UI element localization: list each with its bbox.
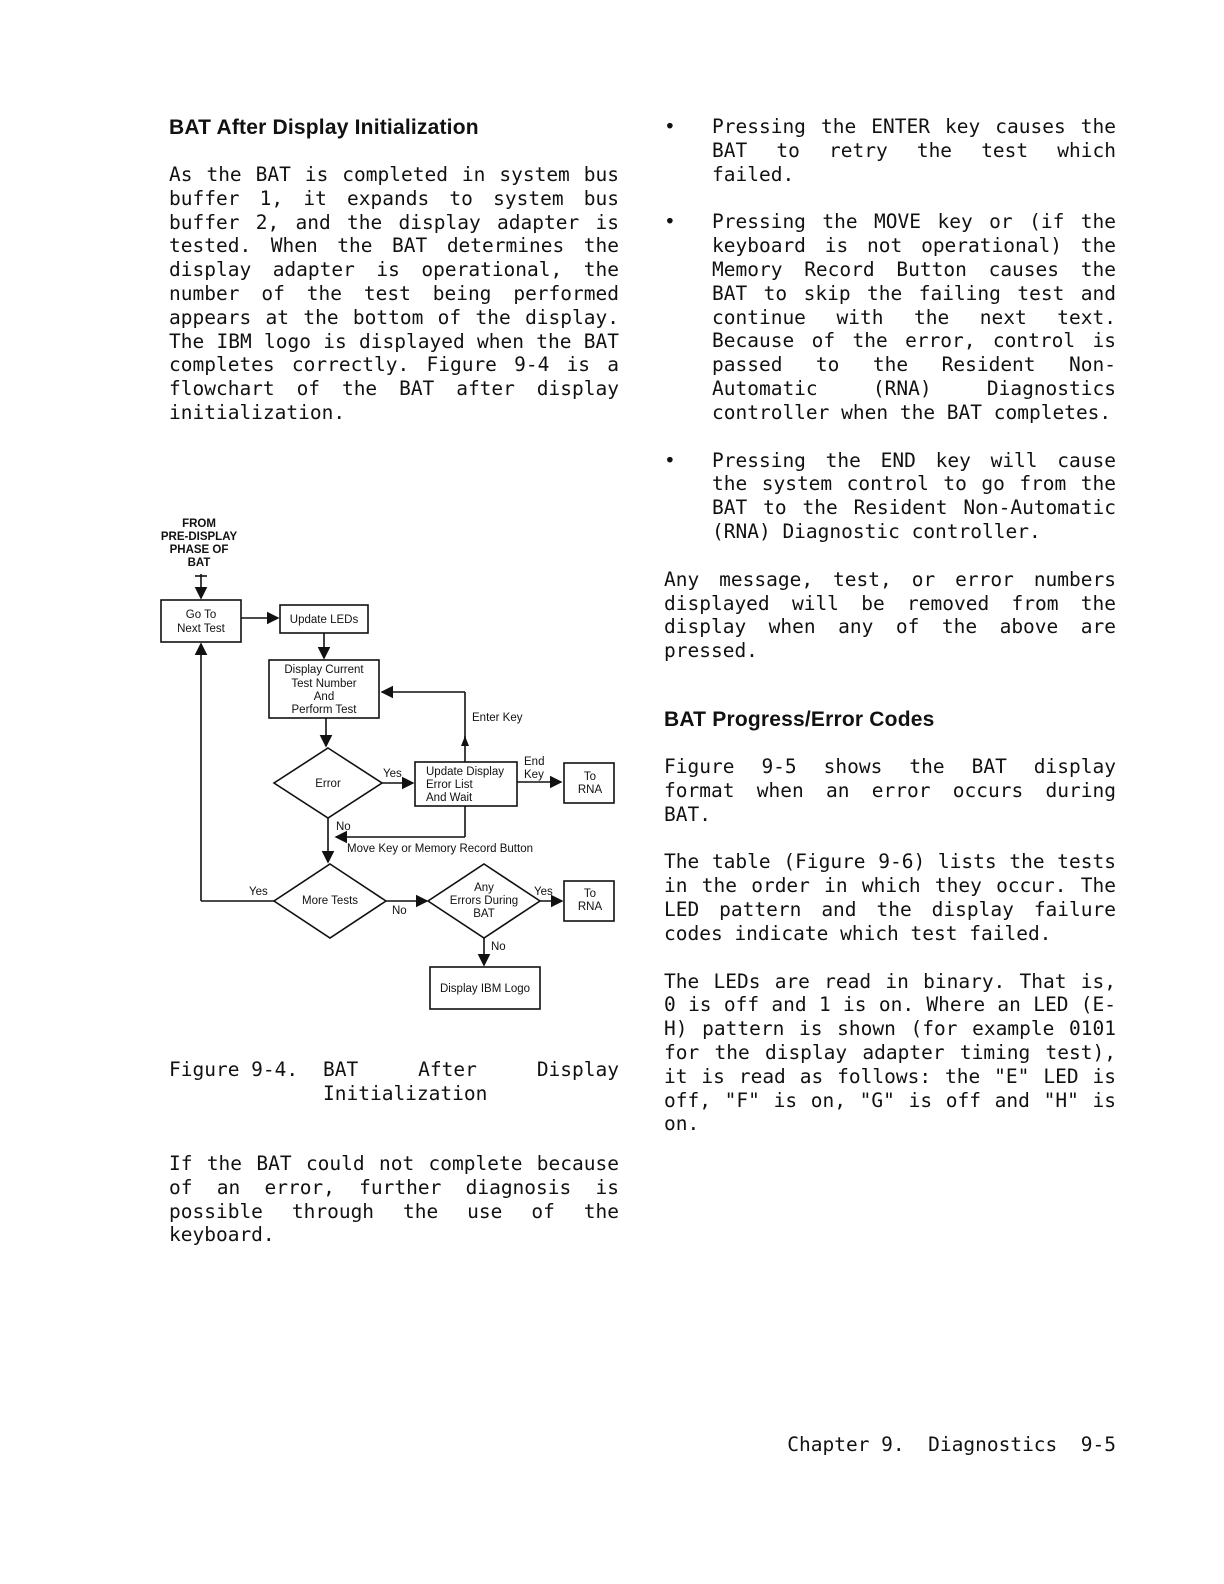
diagnosis-paragraph: If the BAT could not complete because of an error, further diagnosis is possible through the use of the keyboard. xyxy=(169,1152,619,1247)
yes-label-2: Yes xyxy=(249,886,268,898)
diagnosis-paragraph-block xyxy=(169,1152,619,1247)
display-label-4: Perform Test xyxy=(291,704,357,716)
any-errors-label-3: BAT xyxy=(473,908,495,920)
update-display-label-2: Error List xyxy=(426,779,473,791)
to-rna-label-1b: RNA xyxy=(577,784,603,796)
display-ibm-logo-label: Display IBM Logo xyxy=(439,983,531,995)
display-label-1: Display Current xyxy=(284,664,364,676)
bullet-move-key xyxy=(664,210,1116,424)
bullet-dot: • xyxy=(664,210,676,234)
more-tests-label: More Tests xyxy=(301,895,359,907)
yes-label-1: Yes xyxy=(383,768,402,780)
caption-word-display: Display xyxy=(536,1058,619,1081)
update-leds-label: Update LEDs xyxy=(289,614,359,626)
to-rna-label-2a: To xyxy=(583,888,597,900)
from-label-3: PHASE OF xyxy=(169,544,229,556)
update-display-label-3: And Wait xyxy=(426,792,473,804)
end-key-label-1: End xyxy=(524,756,545,768)
caption-word-after: After xyxy=(418,1058,477,1081)
from-label-2: PRE-DISPLAY xyxy=(160,531,238,543)
move-key-label: Move Key or Memory Record Button xyxy=(347,843,533,855)
leds-binary-paragraph: The LEDs are read in binary. That is, 0 is off and 1 is on. Where an LED (E-H) pattern is shown (for example 0101 for the display adapter timing test), it is read as follows: the "E" LED is off, "F" is on, "G" is off and "H" is on. xyxy=(664,969,1116,1136)
bullet-end-key xyxy=(664,449,1116,544)
intro-paragraph: As the BAT is completed in system bus buffer 1, it expands to system bus buffer 2, and the display adapter is tested. When the BAT determines the display adapter is operational, the number of the test being performed appears at the bottom of the display. The IBM logo is displayed when the BAT completes correctly. Figure 9-4 is a flowchart of the BAT after display initialization. xyxy=(169,163,619,424)
to-rna-label-2b: RNA xyxy=(577,901,603,913)
enter-key-label: Enter Key xyxy=(472,712,523,724)
to-rna-box-1 xyxy=(564,763,614,803)
goto-label-1: Go To xyxy=(185,609,217,621)
no-label-2: No xyxy=(392,905,407,917)
page-footer: Chapter 9. Diagnostics 9-5 xyxy=(787,1433,1116,1456)
bullet-move-text: Pressing the MOVE key or (if the keyboard is not operational) the Memory Record Button causes the BAT to skip the failing test and continue with the next text. Because of the error, control is passed to the Resident Non-Automatic (RNA) Diagnostics controller when the BAT completes. xyxy=(712,210,1116,424)
bullet-end-text: Pressing the END key will cause the system control to go from the BAT to the Resident Non-Automatic (RNA) Diagnostic controller. xyxy=(712,448,1116,543)
no-label-1: No xyxy=(336,821,351,833)
error-label: Error xyxy=(315,778,341,790)
bullet-dot: • xyxy=(664,115,676,138)
bullet-enter-text: Pressing the ENTER key causes the BAT to retry the test which failed. xyxy=(712,115,1116,186)
yes-label-3: Yes xyxy=(534,886,553,898)
update-display-label-1: Update Display xyxy=(426,766,504,778)
goto-label-2: Next Test xyxy=(177,623,225,635)
display-label-3: And xyxy=(313,691,335,703)
no-label-3: No xyxy=(491,941,506,953)
right-column xyxy=(664,115,1116,1136)
any-errors-label-2: Errors During xyxy=(449,895,519,907)
bat-flowchart xyxy=(150,510,603,1020)
bullet-enter-key xyxy=(664,115,1116,186)
caption-word-bat: BAT xyxy=(323,1058,359,1081)
bullet-dot: • xyxy=(664,448,676,472)
from-label-1: FROM xyxy=(182,518,216,530)
figure-9-5-paragraph: Figure 9-5 shows the BAT display format when an error occurs during BAT. xyxy=(664,754,1116,826)
message-removed-paragraph: Any message, test, or error numbers displayed will be removed from the display when any of the above are pressed. xyxy=(664,567,1116,663)
caption-word-initialization: Initialization xyxy=(323,1081,488,1105)
section-heading-progress-codes: BAT Progress/Error Codes xyxy=(664,707,935,731)
to-rna-label-1a: To xyxy=(583,771,597,783)
caption-label: Figure 9-4. xyxy=(169,1058,299,1081)
table-paragraph: The table (Figure 9-6) lists the tests in the order in which they occur. The LED pattern and the display failure codes indicate which test failed. xyxy=(664,850,1116,945)
left-column xyxy=(169,115,619,425)
end-key-label-2: Key xyxy=(524,769,544,781)
any-errors-label-1: Any xyxy=(474,882,494,894)
from-label-4: BAT xyxy=(187,557,211,569)
section-heading-bat-after-display: BAT After Display Initialization xyxy=(169,116,479,139)
goto-next-test-box xyxy=(161,600,241,642)
display-label-2: Test Number xyxy=(291,678,357,690)
